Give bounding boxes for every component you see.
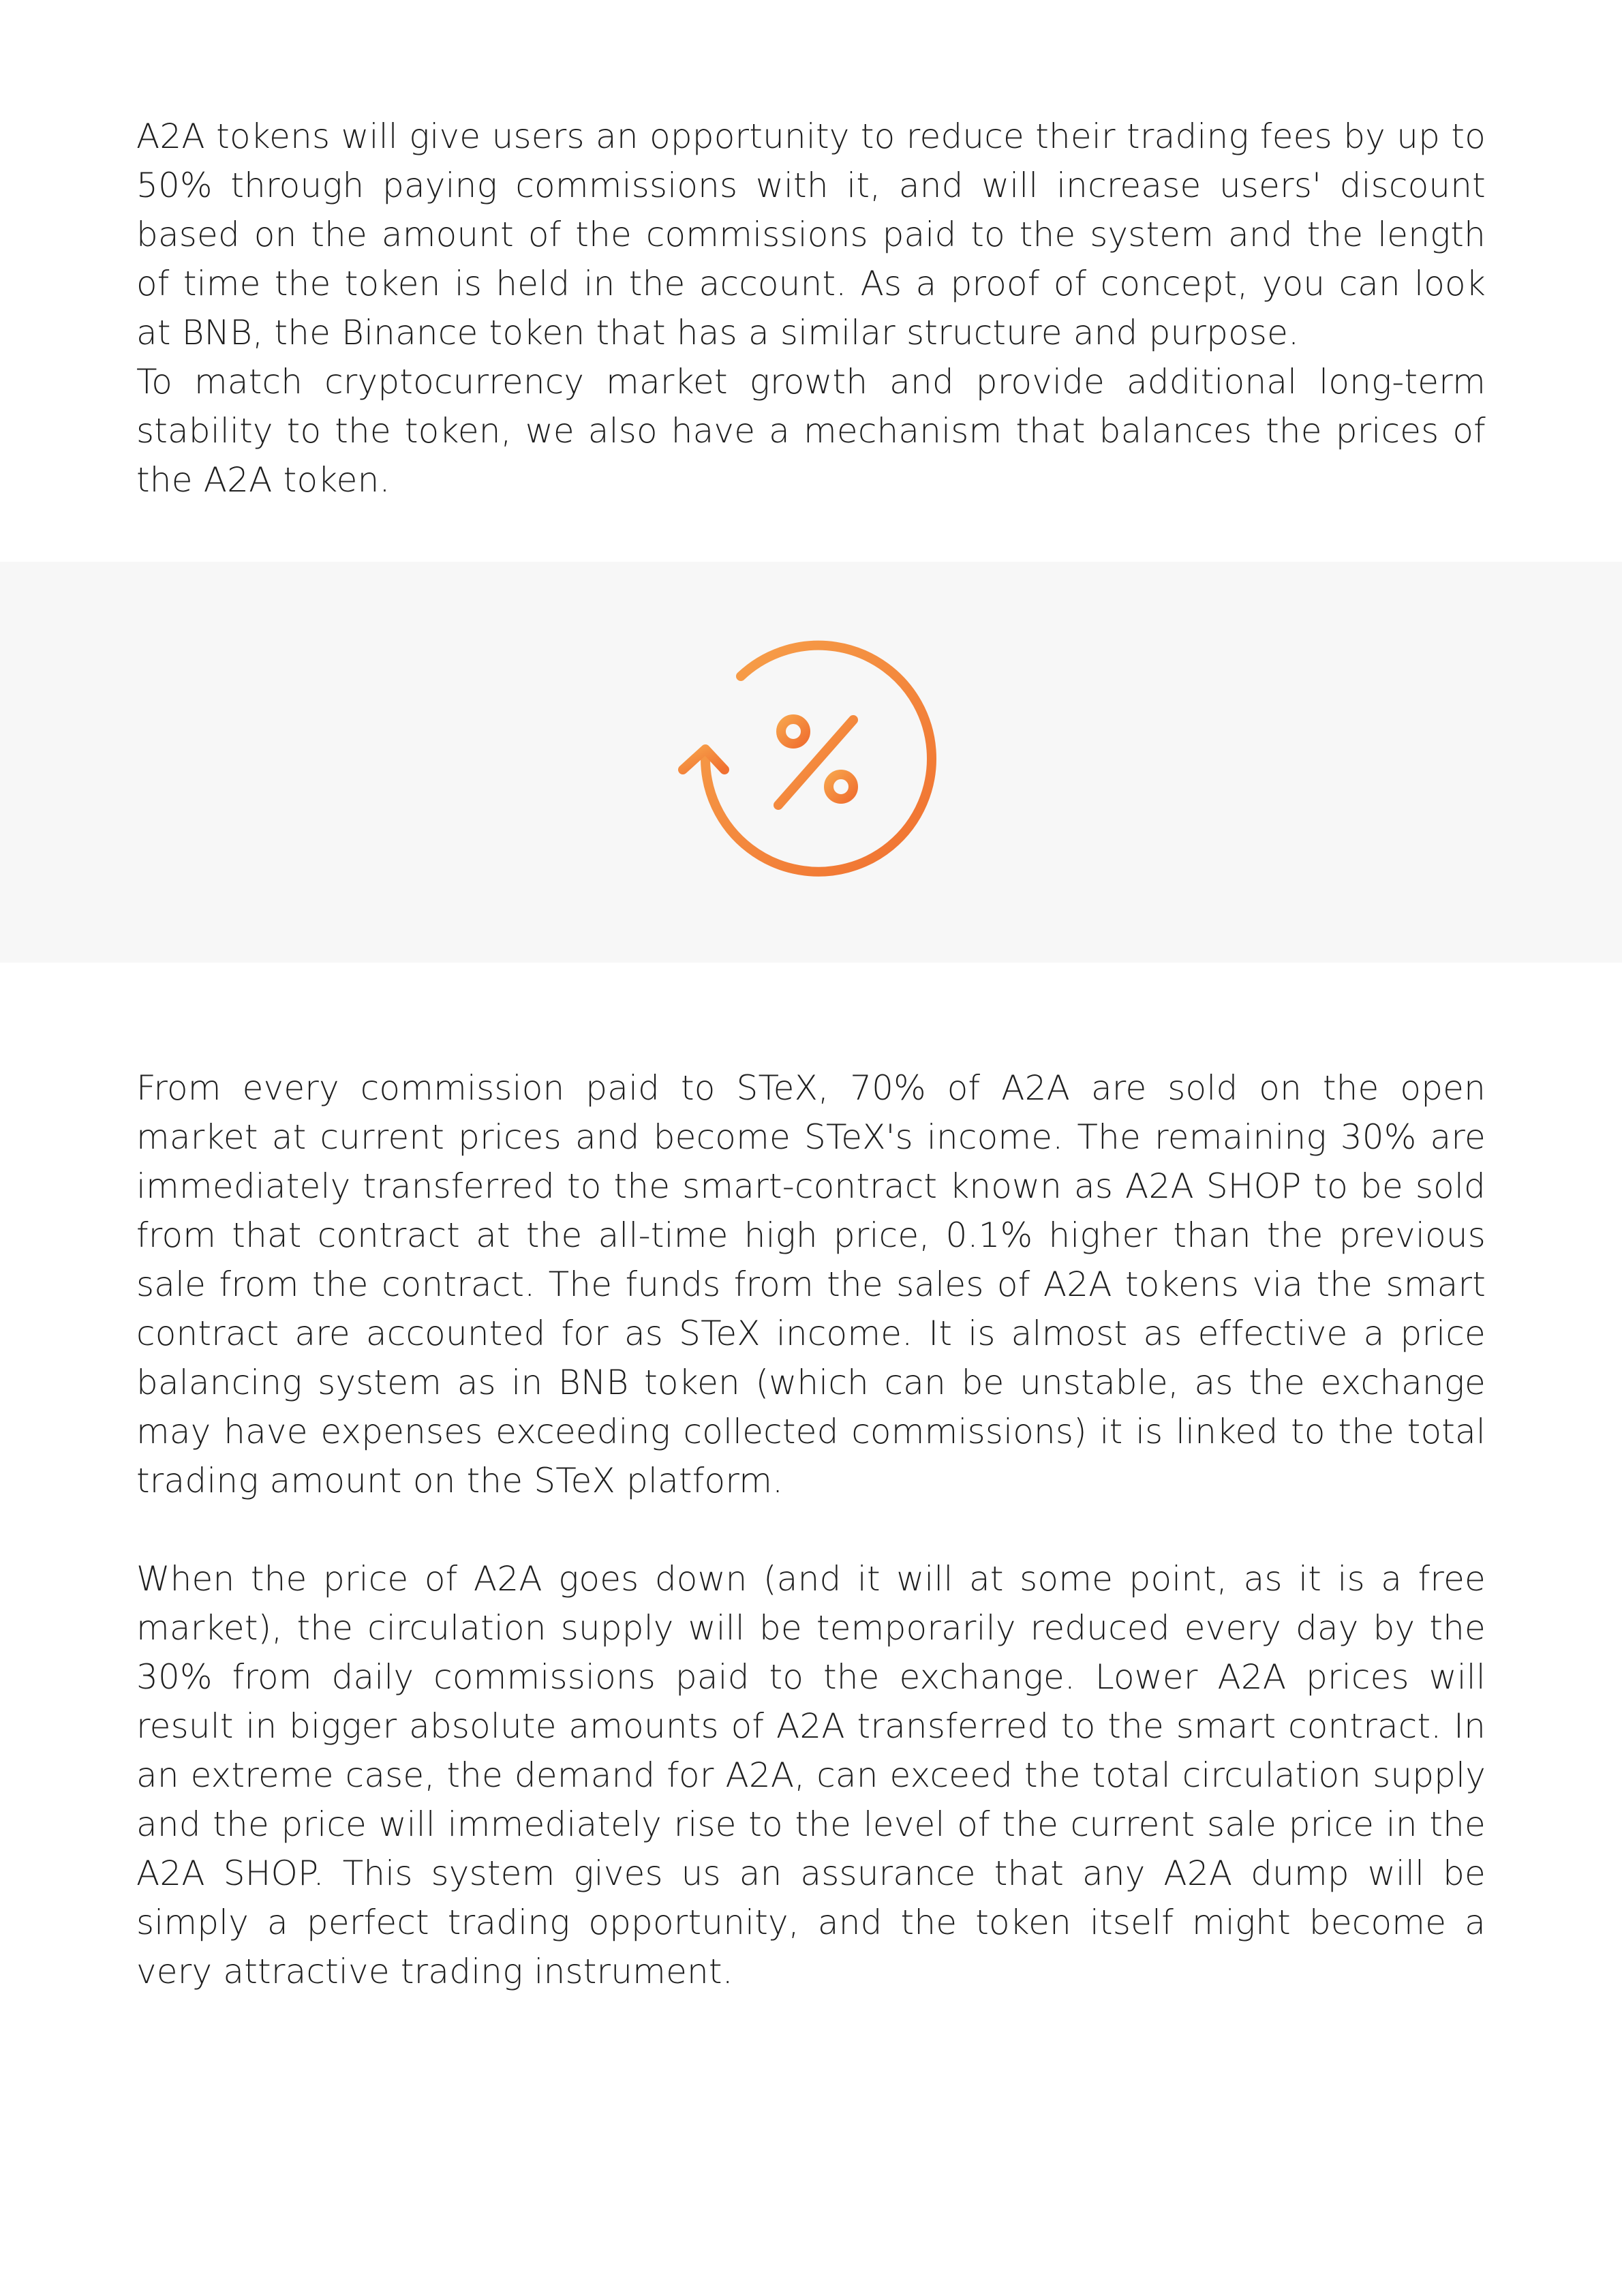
details-paragraph: From every commission paid to STeX, 70% of A2A are sold on the open market at current prices and become STeX's income. The remaining 30% are immediately transferred to the smart-contract known as A2A SHOP to be sold from that contract at the all-time high price, 0.1% higher than the previous sale from the contract. The funds from the sales of A2A tokens via the smart contract are accounted for as STeX income. It is almost as effective a price balancing system as in BNB token (which can be unstable, as the exchange may have expenses exceeding collected commissions) it is linked to the total trading amount on the STeX platform. — [136, 1068, 1486, 1500]
details-section — [136, 1063, 1486, 1996]
intro-paragraph: To match cryptocurrency market growth and provide additional long-term stability to the token, we also have a mechanism that balances the prices of the A2A token. — [136, 362, 1486, 500]
intro-section — [136, 112, 1486, 504]
intro-paragraph: A2A tokens will give users an opportunity to reduce their trading fees by up to 50% through paying commissions with it, and will increase users' discount based on the amount of the commissions paid to the system and the length of time the token is held in the account. As a proof of concept, you can look at BNB, the Binance token that has a similar structure and purpose. — [136, 117, 1486, 352]
details-paragraph: When the price of A2A goes down (and it will at some point, as it is a free market), the circulation supply will be temporarily reduced every day by the 30% from daily commissions paid to the exchange. Lower A2A prices will result in bigger absolute amounts of A2A transferred to the smart contract. In an extreme case, the demand for A2A, can exceed the total circulation supply and the price will immediately rise to the level of the current sale price in the A2A SHOP. This system gives us an assurance that any A2A dump will be simply a perfect trading opportunity, and the token itself might become a very attractive trading instrument. — [136, 1559, 1486, 1991]
percent-refresh-icon — [675, 638, 947, 886]
